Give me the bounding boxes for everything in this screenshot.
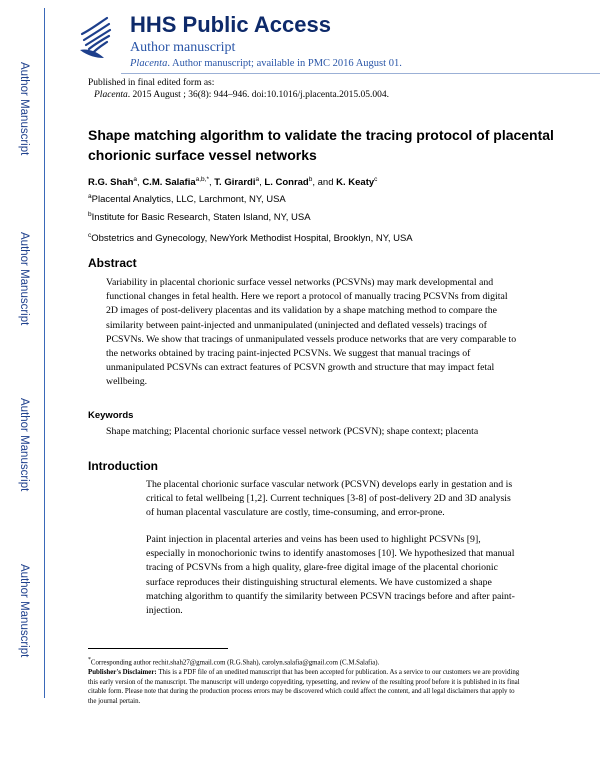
author-separator: , [259, 177, 265, 189]
author-name: C.M. Salafia [142, 177, 196, 189]
author-affiliation-mark: a [255, 176, 260, 183]
affiliation-mark: c [88, 232, 92, 239]
availability-text: . Author manuscript; available in PMC 2016 August 01. [167, 58, 402, 69]
sidebar-divider [44, 8, 45, 698]
keywords-heading: Keywords [88, 410, 134, 421]
published-line: Published in final edited form as: [88, 78, 215, 88]
affiliation-mark: b [88, 211, 92, 218]
author-separator: , and [312, 177, 337, 189]
author-separator: , [209, 177, 215, 189]
sidebar-label: Author Manuscript [18, 398, 30, 492]
author-affiliation-mark: a,b,* [195, 176, 210, 183]
author-list [88, 176, 377, 188]
disclaimer-text: This is a PDF file of an unedited manuscript that has been accepted for publication. As a service to our customers we are providing this early version of the manuscript. The manuscript will undergo copyediting, typesetting, and review of the resulting proof before it is published in its final citable form. Please note that during the production process errors may be discovered which could affect the content, and all legal disclaimers that apply to the journal pertain. [88, 669, 520, 706]
disclaimer-label: Publisher's Disclaimer: [88, 669, 157, 676]
hhs-public-access-title: HHS Public Access [130, 12, 331, 37]
footnote-mark: * [88, 657, 91, 663]
author-manuscript-label: Author manuscript [130, 40, 236, 55]
sidebar-label: Author Manuscript [18, 564, 30, 658]
hhs-eagle-logo-icon [76, 14, 116, 62]
abstract-text: Variability in placental chorionic surface vessel networks (PCSVNs) may mark developmental and functional changes in fetal health. Here we report a protocol of manually tracing PCSVNs from digital 2D images of post-delivery placentas and its validation by a shape matching method to compare the similarity between paint-injected and unmanipulated (uninjected and deflated vessels) tracings of PCSVNs. We show that tracings of unmanipulated vessels produce networks that are very comparable to the networks obtained by tracing paint-injected PCSVNs. We suggest that manual tracings of unmanipulated PCSVNs can extract features of PCSVN growth and structure that may impact fetal wellbeing. [106, 277, 517, 388]
affiliation-text: Placental Analytics, LLC, Larchmont, NY, USA [91, 194, 286, 206]
author-name: R.G. Shah [88, 177, 134, 189]
journal-name: Placenta [130, 58, 168, 69]
corresponding-author-footnote [88, 656, 520, 668]
author-manuscript-sidebar [0, 0, 44, 776]
author-name: K. Keaty [336, 177, 375, 189]
sidebar-label: Author Manuscript [18, 62, 30, 156]
author-affiliation-mark: c [374, 176, 378, 183]
introduction-heading: Introduction [88, 459, 158, 473]
article-title: Shape matching algorithm to validate the tracing protocol of placental chorionic surface vessel networks [88, 127, 554, 163]
corresponding-text: Corresponding author rechit.shah27@gmail.com (R.G.Shah), carolyn.salafia@gmail.com (C.M.Salafia). [90, 659, 380, 667]
affiliation-text: Institute for Basic Research, Staten Island, NY, USA [91, 212, 311, 224]
affiliation [88, 193, 286, 205]
citation-journal: Placenta [94, 90, 128, 100]
affiliation [88, 211, 311, 223]
sidebar-label: Author Manuscript [18, 232, 30, 326]
affiliation [88, 232, 413, 244]
intro-paragraph: The placental chorionic surface vascular network (PCSVN) develops early in gestation and is critical to fetal wellbeing [1,2]. Current techniques [3-8] of post-delivery 2D and 3D analysis of human placental vasculature are costly, time-consuming, and error-prone. [146, 479, 513, 519]
availability-line [130, 58, 402, 69]
affiliation-text: Obstetrics and Gynecology, NewYork Methodist Hospital, Brooklyn, NY, USA [91, 233, 413, 245]
citation [94, 90, 389, 100]
citation-details: . 2015 August ; 36(8): 944–946. doi:10.1016/j.placenta.2015.05.004. [127, 90, 389, 100]
affiliation-mark: a [88, 193, 92, 200]
keywords-text: Shape matching; Placental chorionic surface vessel network (PCSVN); shape context; placenta [106, 426, 479, 437]
abstract-heading: Abstract [88, 256, 137, 270]
intro-paragraph: Paint injection in placental arteries and veins has been used to highlight PCSVNs [9], especially in monochorionic twins to identify anastomoses [10]. We hypothesized that manual tracing of PCSVNs from a high quality, glare-free digital image of the placental chorionic surface reproduces their distinguishing structural elements. We have customized a shape matching algorithm to quantify the similarity between PCSVN tracings before and after paint-injection. [146, 534, 515, 617]
author-affiliation-mark: a [133, 176, 138, 183]
header-rule [121, 73, 600, 74]
publisher-disclaimer [88, 668, 520, 707]
author-name: T. Girardi [214, 177, 256, 189]
footnote-rule [88, 648, 228, 649]
author-name: L. Conrad [264, 177, 309, 189]
author-affiliation-mark: b [308, 176, 313, 183]
author-separator: , [137, 177, 143, 189]
